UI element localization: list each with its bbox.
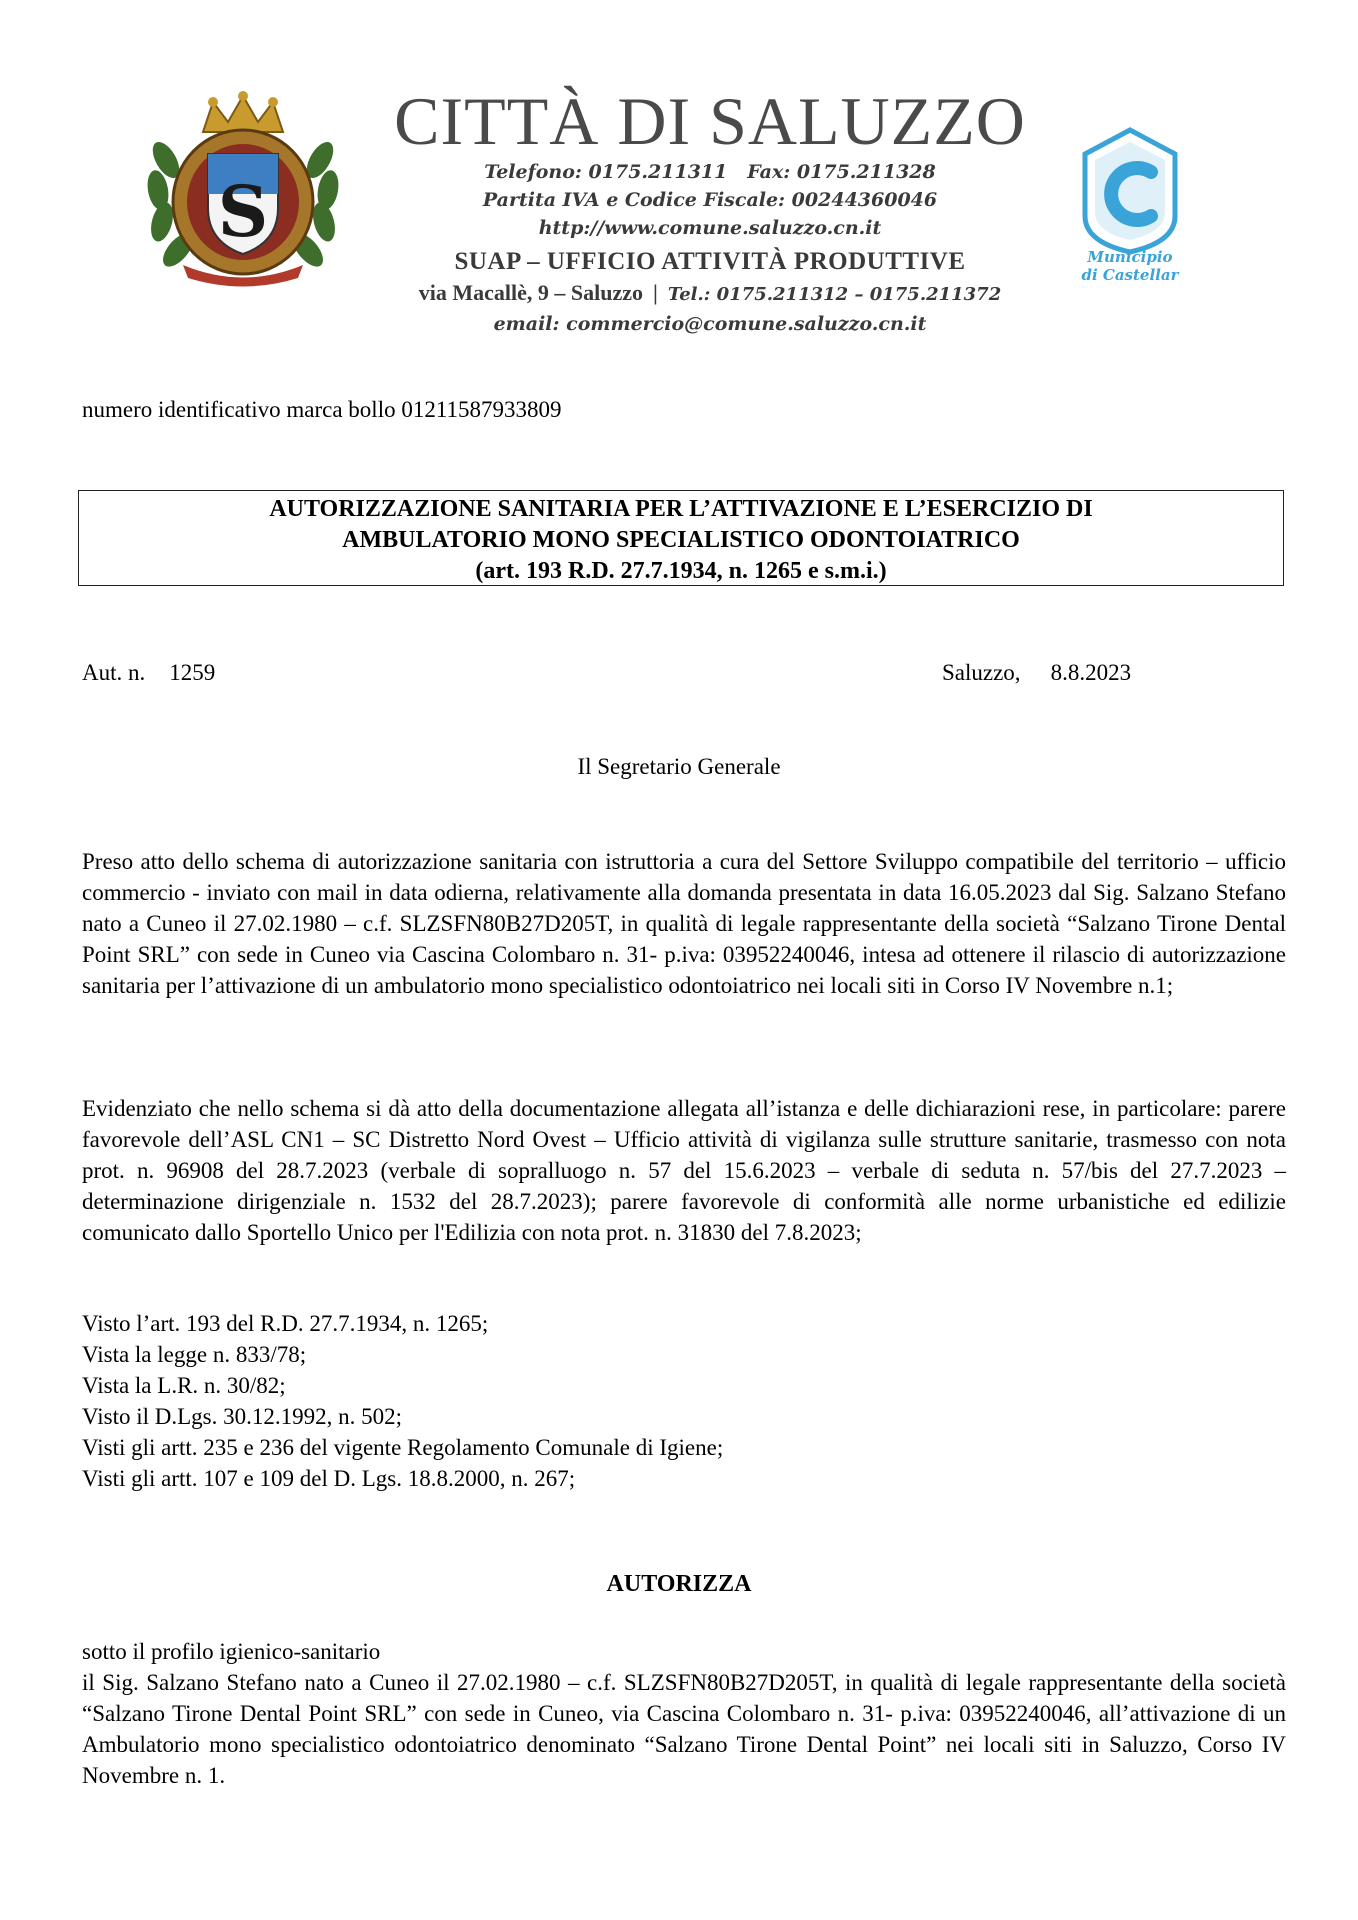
autorizza-heading: AUTORIZZA <box>606 1571 752 1597</box>
legal-reference-item: Visto l’art. 193 del R.D. 27.7.1934, n. 1265; <box>82 1311 489 1336</box>
website-link[interactable]: http://www.comune.saluzzo.cn.it <box>538 217 882 239</box>
office-address-line <box>360 278 1060 310</box>
paragraph-autorizza-details: il Sig. Salzano Stefano nato a Cuneo il 27.02.1980 – c.f. SLZSFN80B27D205T, in qualità di legale rappresentante della società “Salzano Tirone Dental Point SRL” con sede in Cuneo, via Cascina Colombaro n. 31- p.iva: 03952240046, all’attivazione di un Ambulatorio mono specialistico odontoiatrico denominato “Salzano Tirone Dental Point” nei locali siti in Saluzzo, Corso IV Novembre n. 1. <box>82 1670 1286 1788</box>
legal-reference-item: Visto il D.Lgs. 30.12.1992, n. 502; <box>82 1404 402 1429</box>
legal-reference-item: Visti gli artt. 107 e 109 del D. Lgs. 18.8.2000, n. 267; <box>82 1466 576 1491</box>
authorization-number-block <box>82 657 215 688</box>
phone-fax: Telefono: 0175.211311 Fax: 0175.211328 <box>484 161 936 183</box>
authorization-header-row <box>82 657 1286 689</box>
marca-bollo-number: numero identificativo marca bollo 01211587933809 <box>82 397 562 422</box>
municipio-label: Municipio di Castellar <box>1081 248 1179 284</box>
office-tel: Tel.: 0175.211312 – 0175.211372 <box>667 284 1002 305</box>
office-address: via Macallè, 9 – Saluzzo <box>418 280 644 305</box>
address-separator: | <box>653 280 658 305</box>
city-name: CITTÀ DI SALUZZO <box>394 83 1026 159</box>
place-date-block <box>942 657 1131 688</box>
profilo-line: sotto il profilo igienico-sanitario <box>82 1639 381 1664</box>
title-line-1: AUTORIZZAZIONE SANITARIA PER L’ATTIVAZIONE E L’ESERCIZIO DI <box>269 496 1093 522</box>
place: Saluzzo, <box>942 660 1021 685</box>
authorization-number-label: Aut. n. <box>82 660 146 685</box>
document-title-box <box>78 490 1284 586</box>
letterhead <box>0 0 1358 340</box>
city-crest-icon <box>138 90 348 288</box>
letterhead-text <box>360 84 1060 338</box>
title-line-2: AMBULATORIO MONO SPECIALISTICO ODONTOIATRICO <box>342 527 1020 553</box>
paragraph-evidenziato: Evidenziato che nello schema si dà atto della documentazione allegata all’istanza e delle dichiarazioni rese, in particolare: parere favorevole dell’ASL CN1 – SC Distretto Nord Ovest – Ufficio attività di vigilanza sulle strutture sanitarie, trasmesso con nota prot. n. 96908 del 28.7.2023 (verbale di sopralluogo n. 57 del 15.6.2023 – verbale di seduta n. 57/bis del 27.7.2023 – determinazione dirigenziale n. 1532 del 28.7.2023); parere favorevole di conformità alle norme urbanistiche ed edilizie comunicato dallo Sportello Unico per l'Edilizia con nota prot. n. 31830 del 7.8.2023; <box>82 1096 1286 1245</box>
legal-reference-item: Vista la legge n. 833/78; <box>82 1342 307 1367</box>
legal-references-list <box>82 1308 1286 1494</box>
office-name: SUAP – UFFICIO ATTIVITÀ PRODUTTIVE <box>454 248 966 275</box>
office-email[interactable]: email: commercio@comune.saluzzo.cn.it <box>493 313 927 335</box>
title-line-3: (art. 193 R.D. 27.7.1934, n. 1265 e s.m.i.) <box>475 558 887 584</box>
vat-number: Partita IVA e Codice Fiscale: 00244360046 <box>482 189 938 211</box>
signatory-title: Il Segretario Generale <box>577 754 781 779</box>
authorization-number: 1259 <box>169 660 216 685</box>
legal-reference-item: Vista la L.R. n. 30/82; <box>82 1373 286 1398</box>
document-date: 8.8.2023 <box>1050 660 1132 685</box>
legal-reference-item: Visti gli artt. 235 e 236 del vigente Regolamento Comunale di Igiene; <box>82 1435 724 1460</box>
paragraph-preso-atto: Preso atto dello schema di autorizzazione sanitaria con istruttoria a cura del Settore Sviluppo compatibile del territorio – ufficio commercio - inviato con mail in data odierna, relativamente alla domanda presentata in data 16.05.2023 dal Sig. Salzano Stefano nato a Cuneo il 27.02.1980 – c.f. SLZSFN80B27D205T, in qualità di legale rappresentante della società “Salzano Tirone Dental Point SRL” con sede in Cuneo via Cascina Colombaro n. 31- p.iva: 03952240046, intesa ad ottenere il rilascio di autorizzazione sanitaria per l’attivazione di un ambulatorio mono specialistico odontoiatrico nei locali siti in Corso IV Novembre n.1; <box>82 849 1286 998</box>
svg-text:S: S <box>217 170 269 253</box>
